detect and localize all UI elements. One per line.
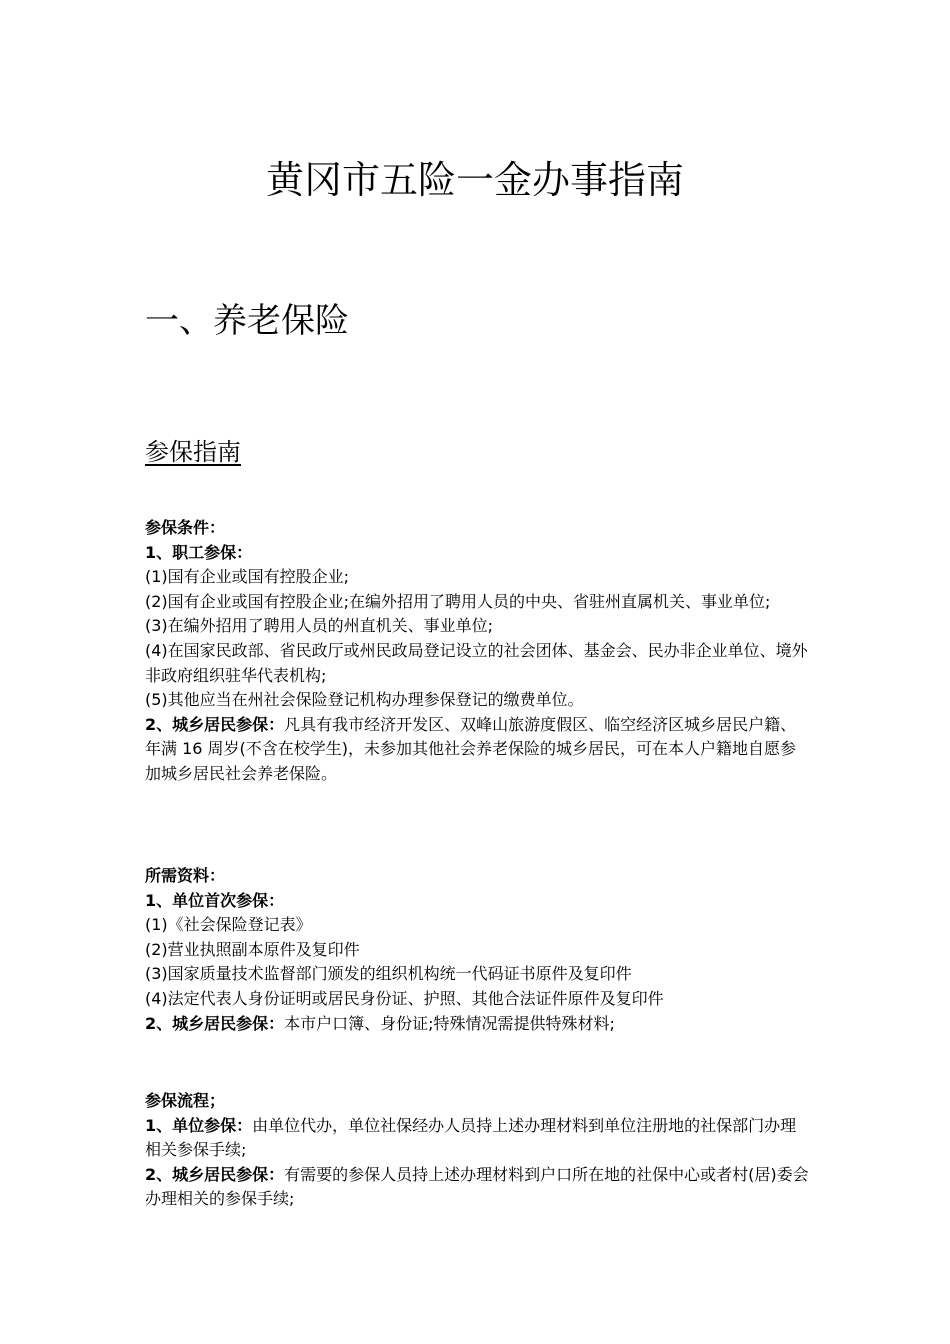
condition-item-5: (5)其他应当在州社会保险登记机构办理参保登记的缴费单位。 (145, 690, 584, 710)
subheading-enrollment-guide: 参保指南 (145, 438, 241, 466)
material-item-1: (1)《社会保险登记表》 (145, 915, 312, 935)
document-title: 黄冈市五险一金办事指南 (265, 158, 684, 202)
material-item-4: (4)法定代表人身份证明或居民身份证、护照、其他合法证件原件及复印件 (145, 988, 664, 1008)
resident-materials-label: 2、城乡居民参保： (145, 1013, 285, 1033)
unit-process-paragraph (145, 1114, 810, 1163)
material-item-3: (3)国家质量技术监督部门颁发的组织机构统一代码证书原件及复印件 (145, 964, 632, 984)
material-item-2: (2)营业执照副本原件及复印件 (145, 939, 360, 959)
resident-enrollment-label: 2、城乡居民参保： (145, 714, 285, 734)
resident-materials-text: 本市户口簿、身份证;特殊情况需提供特殊材料; (284, 1013, 615, 1033)
materials-block (145, 864, 810, 1036)
resident-process-label: 2、城乡居民参保： (145, 1164, 285, 1184)
unit-process-text: 由单位代办，单位社保经办人员持上述办理材料到单位注册地的社保部门办理相关参保手续; (145, 1115, 797, 1160)
conditions-block (145, 516, 810, 787)
unit-process-label: 1、单位参保： (145, 1115, 253, 1135)
process-block (145, 1089, 810, 1212)
condition-item-4: (4)在国家民政部、省民政厅或州民政局登记设立的社会团体、基金会、民办非企业单位、境外非政府组织驻华代表机构; (145, 640, 808, 685)
resident-materials-paragraph (145, 1012, 810, 1037)
conditions-label: 参保条件： (145, 518, 226, 537)
section-heading-pension: 一、养老保险 (145, 301, 349, 341)
condition-item-1: (1)国有企业或国有控股企业; (145, 567, 350, 587)
condition-item-3: (3)在编外招用了聘用人员的州直机关、事业单位; (145, 616, 494, 636)
resident-process-text: 有需要的参保人员持上述办理材料到户口所在地的社保中心或者村(居)委会办理相关的参保手续; (145, 1164, 809, 1209)
worker-enrollment-label: 1、职工参保： (145, 542, 253, 562)
resident-process-paragraph (145, 1163, 810, 1212)
resident-condition-paragraph (145, 713, 810, 787)
unit-first-enrollment-label: 1、单位首次参保： (145, 890, 285, 910)
condition-item-2: (2)国有企业或国有控股企业;在编外招用了聘用人员的中央、省驻州直属机关、事业单位; (145, 591, 771, 611)
materials-label: 所需资料： (145, 866, 226, 885)
process-label: 参保流程； (145, 1091, 226, 1110)
resident-condition-text: 凡具有我市经济开发区、双峰山旅游度假区、临空经济区城乡居民户籍、年满 16 周岁(不含在校学生)，未参加其他社会养老保险的城乡居民，可在本人户籍地自愿参加城乡居民社会养老保险。 (145, 714, 797, 783)
